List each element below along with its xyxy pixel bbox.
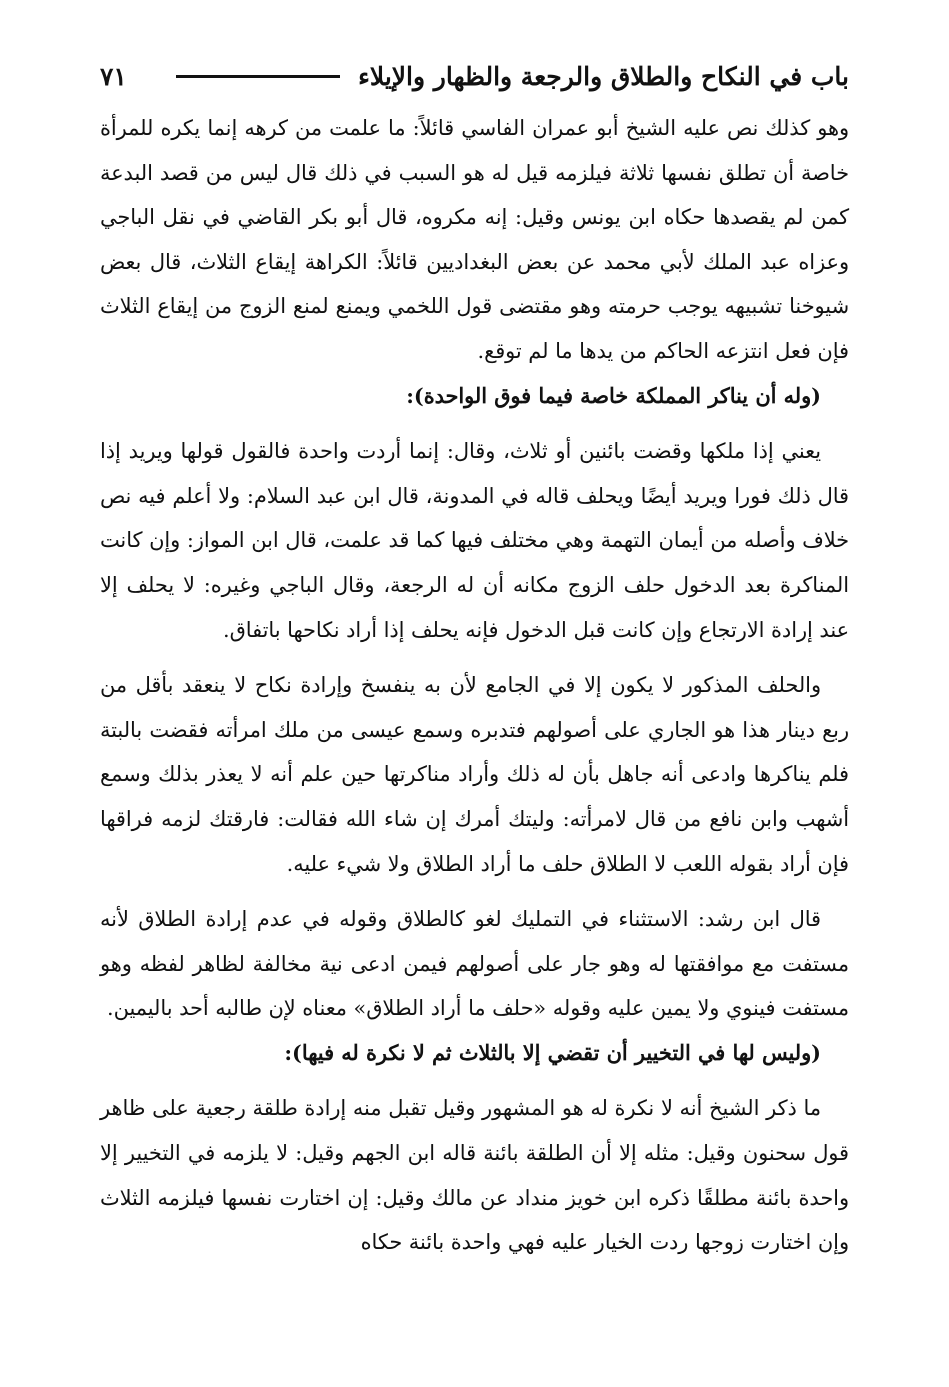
- section-heading: (وله أن يناكر المملكة خاصة فيما فوق الواحدة):: [406, 382, 821, 408]
- paragraph: يعني إذا ملكها وقضت بائنين أو ثلاث، وقال: إنما أردت واحدة فالقول قولها ويريد إذا قال ذلك فورا ويريد أيضًا ويحلف قاله في المدونة، قال ابن عبد السلام: ولا أعلم فيه نص خلاف وأصله من أيمان التهمة وهي مختلف فيها كما قد علمت، قال ابن المواز: وإن كانت المناكرة بعد الدخول حلف الزوج مكانه أن له الرجعة، وقال الباجي وغيره: لا يحلف إلا عند إرادة الارتجاع وإن كانت قبل الدخول فإنه يحلف إذا أراد نكاحها باتفاق.: [100, 439, 849, 642]
- page-body: [100, 106, 849, 1265]
- section-heading: (وليس لها في التخيير أن تقضي إلا بالثلاث ثم لا نكرة له فيها):: [284, 1039, 821, 1065]
- paragraph: قال ابن رشد: الاستثناء في التمليك لغو كالطلاق وقوله في عدم إرادة الطلاق لأنه مستفت مع موافقتها له وهو جار على أصولهم فيمن ادعى نية مخالفة لظاهر لفظه وهو مستفت فينوي ولا يمين عليه وقوله «حلف ما أراد الطلاق» معناه لإن طالبه أحد باليمين.: [100, 907, 849, 1021]
- paragraph: ما ذكر الشيخ أنه لا نكرة له هو المشهور وقيل تقبل منه إرادة طلقة رجعية على ظاهر قول سحنون وقيل: مثله إلا أن الطلقة بائنة قاله ابن الجهم وقيل: لا يلزمه في التخيير إلا واحدة بائنة مطلقًا ذكره ابن خويز منداد عن مالك وقيل: إن اختارت نفسها فيلزمه الثلاث وإن اختارت زوجها ردت الخيار عليه فهي واحدة بائنة حكاه: [100, 1096, 849, 1255]
- running-title: باب في النكاح والطلاق والرجعة والظهار والإيلاء: [358, 61, 849, 91]
- page-header: [100, 54, 849, 98]
- header-rule: [176, 75, 340, 78]
- paragraph: والحلف المذكور لا يكون إلا في الجامع لأن به ينفسخ وإرادة نكاح لا ينعقد بأقل من ربع دينار هذا هو الجاري على أصولهم فتدبره وسمع عيسى من ملك امرأته فقضت بالبتة فلم يناكرها وادعى أنه جاهل بأن له ذلك وأراد مناكرتها حين علم أنه لا يعذر بذلك وسمع أشهب وابن نافع من قال لامرأته: وليتك أمرك إن شاء الله فقالت: فارقتك لزمه فراقها فإن أراد بقوله اللعب لا الطلاق حلف ما أراد الطلاق ولا شيء عليه.: [100, 673, 849, 876]
- paragraph: وهو كذلك نص عليه الشيخ أبو عمران الفاسي قائلاً: ما علمت من كرهه إنما يكره للمرأة خاصة أن تطلق نفسها ثلاثة فيلزمه قيل له هو السبب في ذلك قال ليس من قصد البدعة كمن لم يقصدها حكاه ابن يونس وقيل: إنه مكروه، قال أبو بكر القاضي في نقل الباجي وعزاه عبد الملك لأبي محمد عن بعض البغداديين قائلاً: الكراهة إيقاع الثلاث، قال بعض شيوخنا تشبيهه يوجب حرمته وهو مقتضى قول اللخمي ويمنع لمنع الزوج من إيقاع الثلاث فإن فعل انتزعه الحاكم من يدها ما لم توقع.: [100, 116, 849, 363]
- page-number: ٧١: [100, 61, 127, 91]
